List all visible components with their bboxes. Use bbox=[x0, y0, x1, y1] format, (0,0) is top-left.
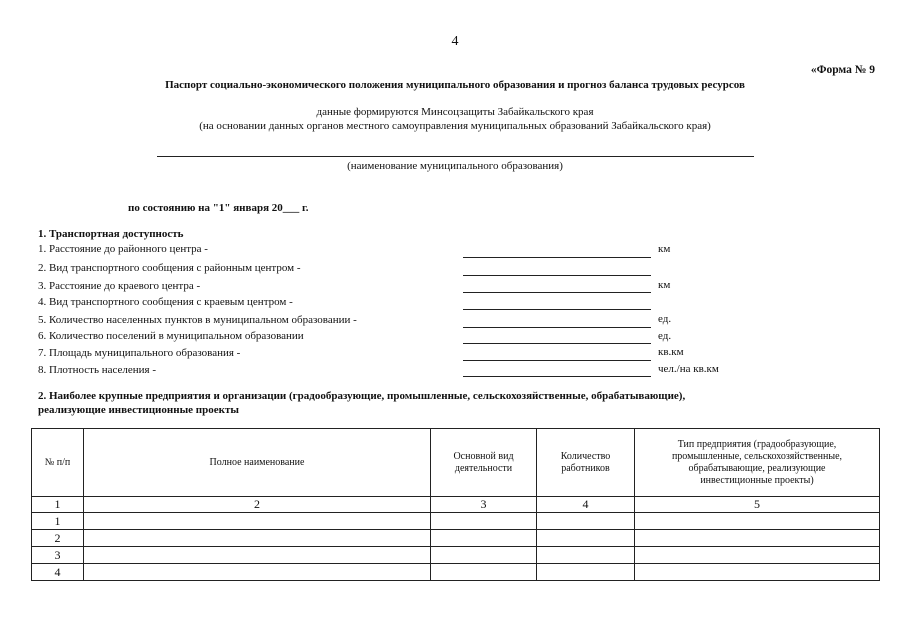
row-number: 2 bbox=[32, 530, 84, 547]
unit-7: кв.км bbox=[658, 346, 684, 358]
field-line-3 bbox=[463, 292, 651, 293]
name-cell[interactable] bbox=[84, 564, 431, 581]
transport-item-6: 6. Количество поселений в муниципальном образовании bbox=[38, 330, 304, 342]
unit-1: км bbox=[658, 243, 671, 255]
column-numbers-row bbox=[32, 497, 880, 513]
employees-cell[interactable] bbox=[537, 564, 635, 581]
field-line-7 bbox=[463, 360, 651, 361]
table-row bbox=[32, 513, 880, 530]
field-line-8 bbox=[463, 376, 651, 377]
header-employees: Количество работников bbox=[537, 429, 635, 497]
unit-5: ед. bbox=[658, 313, 672, 325]
page-number: 4 bbox=[451, 34, 459, 49]
transport-item-2: 2. Вид транспортного сообщения с районным центром - bbox=[38, 262, 301, 274]
transport-item-3: 3. Расстояние до краевого центра - bbox=[38, 280, 201, 292]
document-title: Паспорт социально-экономического положения муниципального образования и прогноз баланса трудовых ресурсов bbox=[165, 79, 745, 91]
mo-name-line bbox=[157, 156, 754, 157]
type-cell[interactable] bbox=[635, 547, 880, 564]
table-header-row bbox=[32, 429, 880, 497]
employees-cell[interactable] bbox=[537, 530, 635, 547]
header-number: № п/п bbox=[32, 429, 84, 497]
subtitle-source: данные формируются Минсоцзащиты Забайкальского края bbox=[316, 106, 594, 118]
form-label: «Форма № 9 bbox=[810, 64, 875, 76]
column-number: 4 bbox=[537, 497, 635, 513]
section-2-title-cont: реализующие инвестиционные проекты bbox=[38, 404, 239, 416]
table-row bbox=[32, 530, 880, 547]
section-1-title: 1. Транспортная доступность bbox=[38, 228, 184, 240]
employees-cell[interactable] bbox=[537, 513, 635, 530]
section-2-title: 2. Наиболее крупные предприятия и организации (градообразующие, промышленные, сельскохозяйственные, обрабатывающие), bbox=[38, 390, 686, 402]
header-activity: Основной вид деятельности bbox=[431, 429, 537, 497]
mo-name-caption: (наименование муниципального образования) bbox=[347, 160, 563, 172]
activity-cell[interactable] bbox=[431, 530, 537, 547]
field-line-4 bbox=[463, 309, 651, 310]
transport-item-8: 8. Плотность населения - bbox=[38, 364, 156, 376]
column-number: 1 bbox=[32, 497, 84, 513]
transport-item-1: 1. Расстояние до районного центра - bbox=[38, 243, 208, 255]
column-number: 2 bbox=[84, 497, 431, 513]
row-number: 3 bbox=[32, 547, 84, 564]
row-number: 1 bbox=[32, 513, 84, 530]
unit-8: чел./на кв.км bbox=[658, 363, 719, 375]
activity-cell[interactable] bbox=[431, 564, 537, 581]
as-of-date: по состоянию на "1" января 20___ г. bbox=[128, 202, 309, 214]
field-line-5 bbox=[463, 327, 651, 328]
column-number: 3 bbox=[431, 497, 537, 513]
activity-cell[interactable] bbox=[431, 513, 537, 530]
subtitle-basis: (на основании данных органов местного самоуправления муниципальных образований Забайкальского края) bbox=[199, 120, 711, 132]
type-cell[interactable] bbox=[635, 564, 880, 581]
field-line-1 bbox=[463, 257, 651, 258]
row-number: 4 bbox=[32, 564, 84, 581]
header-full-name: Полное наименование bbox=[84, 429, 431, 497]
unit-6: ед. bbox=[658, 330, 672, 342]
name-cell[interactable] bbox=[84, 513, 431, 530]
employees-cell[interactable] bbox=[537, 547, 635, 564]
name-cell[interactable] bbox=[84, 530, 431, 547]
activity-cell[interactable] bbox=[431, 547, 537, 564]
column-number: 5 bbox=[635, 497, 880, 513]
table-row bbox=[32, 564, 880, 581]
enterprises-table bbox=[31, 428, 880, 581]
table-row bbox=[32, 547, 880, 564]
type-cell[interactable] bbox=[635, 530, 880, 547]
transport-item-5: 5. Количество населенных пунктов в муниципальном образовании - bbox=[38, 314, 357, 326]
type-cell[interactable] bbox=[635, 513, 880, 530]
field-line-2 bbox=[463, 275, 651, 276]
transport-item-7: 7. Площадь муниципального образования - bbox=[38, 347, 241, 359]
transport-item-4: 4. Вид транспортного сообщения с краевым центром - bbox=[38, 296, 293, 308]
unit-3: км bbox=[658, 279, 671, 291]
header-enterprise-type: Тип предприятия (градообразующие, промышленные, сельскохозяйственные, обрабатывающие, реализующие инвестиционные проекты) bbox=[635, 429, 880, 497]
field-line-6 bbox=[463, 343, 651, 344]
name-cell[interactable] bbox=[84, 547, 431, 564]
